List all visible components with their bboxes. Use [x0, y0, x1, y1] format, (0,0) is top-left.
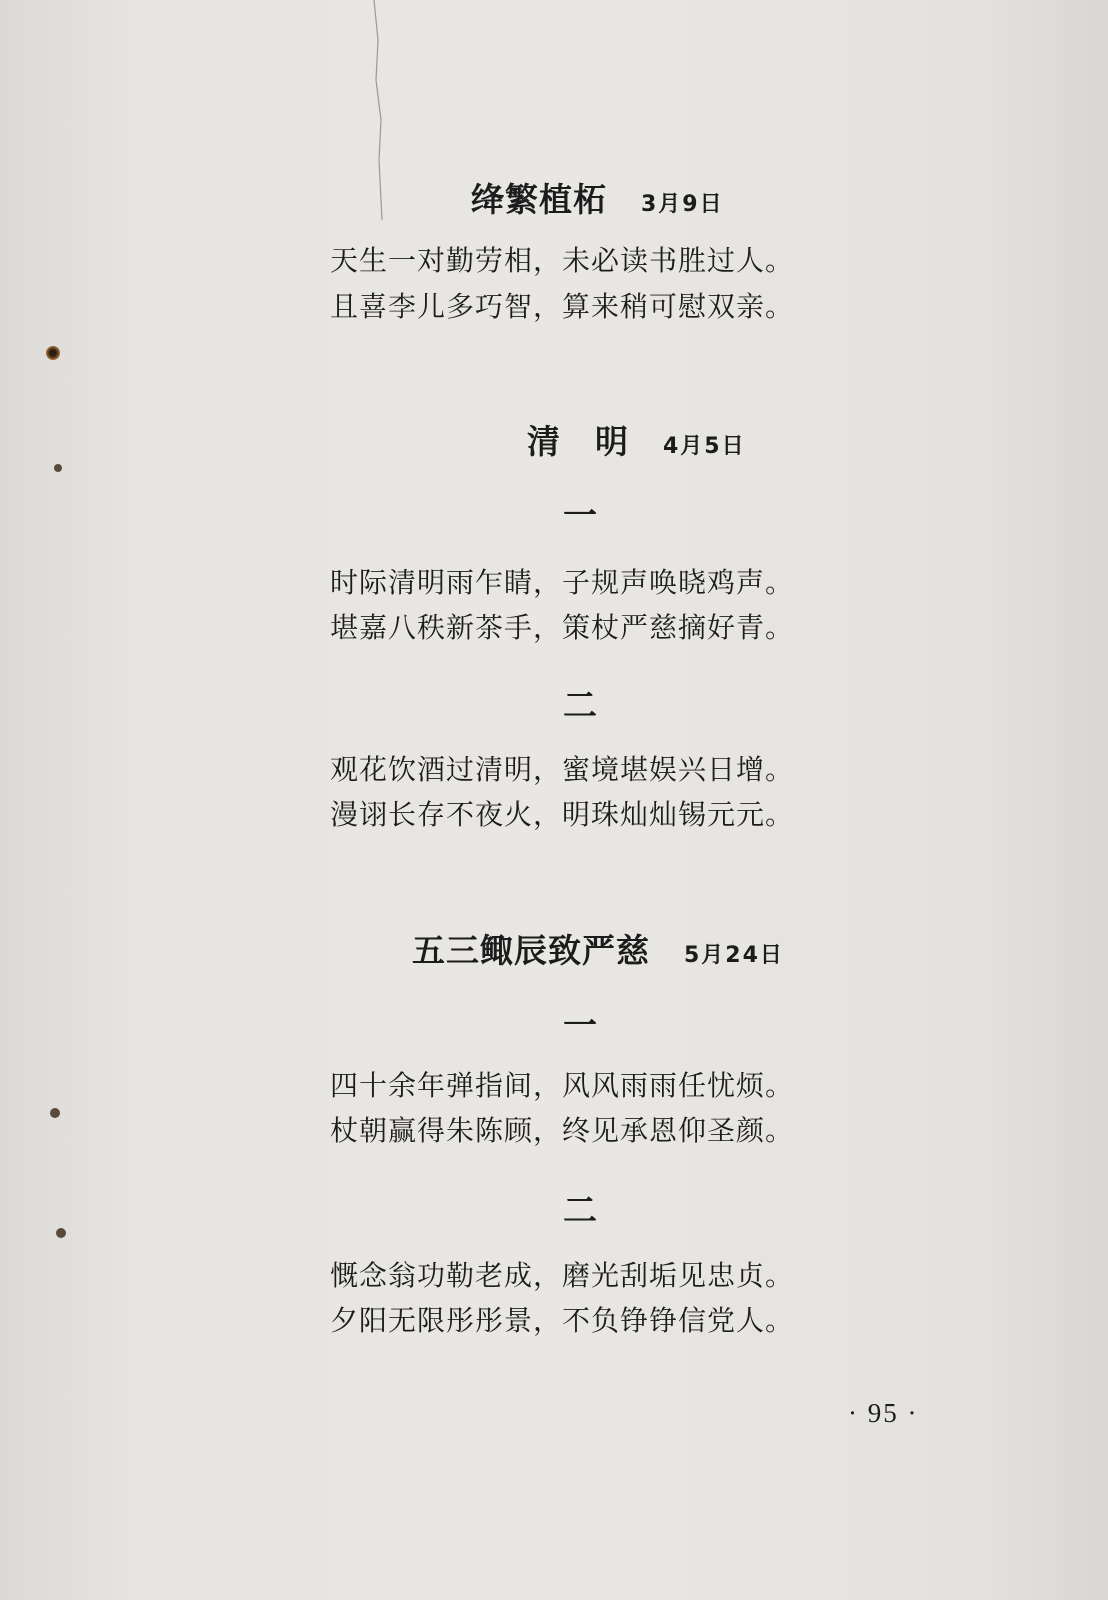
poem-date: 5月24日 [684, 943, 784, 968]
page-number: · 95 · [848, 1398, 919, 1428]
poem-heading [412, 925, 784, 972]
verse-line: 观花饮酒过清明，蜜境堪娱兴日增。 [330, 753, 795, 786]
poem-date: 4月5日 [663, 434, 746, 459]
poem-title: 五三鲰辰致严慈 [412, 931, 650, 970]
verse-line: 漫诩长存不夜火，明珠灿灿锡元元。 [330, 798, 795, 831]
verse-line: 时际清明雨乍睛，子规声唤晓鸡声。 [330, 566, 795, 599]
binding-hole [54, 464, 62, 472]
verse-line: 且喜李儿多巧智，算来稍可慰双亲。 [330, 290, 795, 323]
section-number: 二 [563, 686, 597, 726]
verse-line: 天生一对勤劳相，未必读书胜过人。 [330, 244, 795, 277]
paper-crease [372, 0, 386, 220]
verse-line: 堪嘉八秩新茶手，策杖严慈摘好青。 [330, 611, 795, 644]
section-number: 一 [563, 496, 597, 536]
verse-line: 夕阳无限彤彤景，不负铮铮信党人。 [330, 1304, 795, 1337]
binding-hole [46, 346, 60, 360]
poem-heading [527, 416, 746, 463]
poem-date: 3月9日 [641, 192, 724, 217]
verse-line: 慨念翁功勒老成，磨光刮垢见忠贞。 [330, 1259, 795, 1292]
section-number: 二 [563, 1191, 597, 1231]
section-number: 一 [563, 1006, 597, 1046]
verse-line: 杖朝赢得朱陈顾，终见承恩仰圣颜。 [330, 1114, 795, 1147]
binding-hole [56, 1228, 66, 1238]
poem-heading [471, 174, 724, 221]
poem-title: 清 明 [527, 422, 629, 461]
verse-line: 四十余年弹指间，风风雨雨任忧烦。 [330, 1069, 795, 1102]
binding-hole [50, 1108, 60, 1118]
poem-title: 绛繁植柘 [471, 180, 607, 219]
